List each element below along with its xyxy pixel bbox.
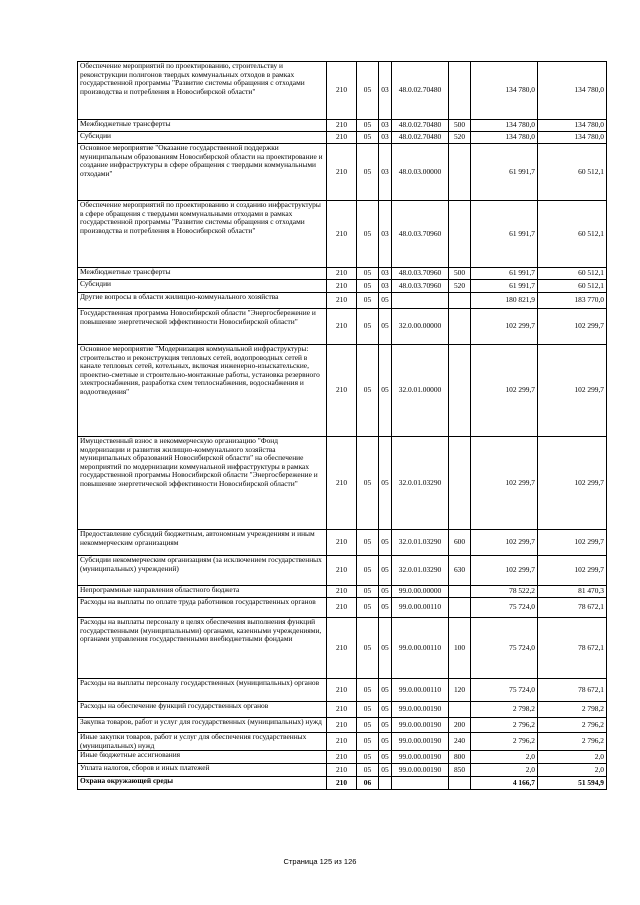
row-amount-year1: 180 821,9 [471,293,538,309]
row-subsection-code: 05 [379,437,392,530]
row-amount-year1: 61 991,7 [471,268,538,280]
table-row [78,309,607,345]
row-subsection-code: 03 [379,268,392,280]
row-subsection-code: 05 [379,309,392,345]
row-subsection-code: 05 [379,345,392,437]
row-section-code: 05 [357,598,379,618]
budget-table [77,61,607,790]
row-target-code: 99.0.00.00000 [392,586,449,598]
row-ministry-code: 210 [327,345,357,437]
row-subsection-code: 03 [379,62,392,120]
row-name: Другие вопросы в области жилищно-коммунального хозяйства [78,293,327,309]
table-row [78,144,607,201]
row-amount-year1: 75 724,0 [471,679,538,702]
row-amount-year1: 61 991,7 [471,201,538,268]
row-amount-year2: 78 672,1 [538,618,607,679]
row-target-code: 99.0.00.00110 [392,598,449,618]
row-name: Межбюджетные трансферты [78,120,327,132]
row-amount-year1: 134 780,0 [471,120,538,132]
row-amount-year1: 2 796,2 [471,733,538,751]
row-subsection-code: 05 [379,293,392,309]
table-body [78,62,607,790]
row-name: Иные бюджетные ассигнования [78,751,327,764]
row-target-code: 32.0.01.00000 [392,345,449,437]
row-expense-type [449,598,471,618]
row-section-code: 05 [357,702,379,718]
row-name: Субсидии [78,132,327,144]
row-target-code: 32.0.00.00000 [392,309,449,345]
row-amount-year2: 2,0 [538,751,607,764]
row-expense-type: 520 [449,132,471,144]
row-subsection-code: 05 [379,718,392,733]
row-amount-year2: 134 780,0 [538,62,607,120]
table-row [78,598,607,618]
row-name: Расходы на обеспечение функций государственных органов [78,702,327,718]
row-target-code: 48.0.02.70480 [392,62,449,120]
row-amount-year1: 2 798,2 [471,702,538,718]
row-amount-year2: 78 672,1 [538,598,607,618]
row-amount-year2: 2 798,2 [538,702,607,718]
table-row [78,268,607,280]
row-amount-year1: 4 166,7 [471,777,538,790]
table-row [78,679,607,702]
row-section-code: 06 [357,777,379,790]
row-target-code: 32.0.01.03290 [392,530,449,556]
row-subsection-code [379,777,392,790]
row-ministry-code: 210 [327,598,357,618]
row-target-code: 48.0.02.70480 [392,132,449,144]
row-target-code: 48.0.03.70960 [392,268,449,280]
row-amount-year2: 102 299,7 [538,437,607,530]
row-ministry-code: 210 [327,132,357,144]
table-row [78,345,607,437]
row-amount-year2: 102 299,7 [538,309,607,345]
row-expense-type: 500 [449,268,471,280]
row-name: Охрана окружающей среды [78,777,327,790]
row-expense-type [449,201,471,268]
row-amount-year2: 2,0 [538,764,607,777]
row-expense-type [449,309,471,345]
table-row [78,530,607,556]
row-amount-year2: 78 672,1 [538,679,607,702]
row-amount-year2: 134 780,0 [538,120,607,132]
row-name: Межбюджетные трансферты [78,268,327,280]
table-row [78,764,607,777]
row-expense-type [449,345,471,437]
row-ministry-code: 210 [327,777,357,790]
row-amount-year2: 134 780,0 [538,132,607,144]
table-row [78,702,607,718]
row-ministry-code: 210 [327,530,357,556]
row-subsection-code: 05 [379,733,392,751]
row-section-code: 05 [357,345,379,437]
row-target-code: 99.0.00.00110 [392,679,449,702]
row-name: Непрограммные направления областного бюджета [78,586,327,598]
row-target-code [392,293,449,309]
row-amount-year2: 60 512,1 [538,268,607,280]
row-amount-year1: 102 299,7 [471,309,538,345]
row-expense-type: 520 [449,280,471,293]
row-amount-year2: 2 796,2 [538,718,607,733]
row-target-code: 32.0.01.03290 [392,437,449,530]
row-target-code: 48.0.03.70960 [392,201,449,268]
row-amount-year1: 2 796,2 [471,718,538,733]
row-section-code: 05 [357,733,379,751]
row-ministry-code: 210 [327,764,357,777]
row-target-code: 99.0.00.00190 [392,751,449,764]
row-section-code: 05 [357,718,379,733]
row-expense-type [449,437,471,530]
row-name: Расходы на выплаты по оплате труда работников государственных органов [78,598,327,618]
row-section-code: 05 [357,679,379,702]
row-subsection-code: 05 [379,586,392,598]
row-section-code: 05 [357,280,379,293]
row-ministry-code: 210 [327,437,357,530]
row-expense-type [449,777,471,790]
row-amount-year2: 81 470,3 [538,586,607,598]
row-expense-type [449,62,471,120]
row-section-code: 05 [357,309,379,345]
row-amount-year1: 2,0 [471,751,538,764]
row-target-code [392,777,449,790]
row-ministry-code: 210 [327,309,357,345]
row-amount-year2: 102 299,7 [538,530,607,556]
row-amount-year1: 75 724,0 [471,618,538,679]
page-number: Страница 125 из 126 [283,857,357,866]
row-ministry-code: 210 [327,556,357,586]
row-amount-year1: 102 299,7 [471,530,538,556]
row-amount-year2: 60 512,1 [538,280,607,293]
row-target-code: 99.0.00.00190 [392,702,449,718]
row-section-code: 05 [357,268,379,280]
row-amount-year1: 2,0 [471,764,538,777]
row-amount-year1: 102 299,7 [471,345,538,437]
row-amount-year1: 134 780,0 [471,62,538,120]
row-section-code: 05 [357,530,379,556]
table-row [78,437,607,530]
row-amount-year1: 75 724,0 [471,598,538,618]
row-subsection-code: 05 [379,556,392,586]
row-amount-year1: 61 991,7 [471,280,538,293]
row-ministry-code: 210 [327,679,357,702]
row-ministry-code: 210 [327,586,357,598]
row-ministry-code: 210 [327,62,357,120]
row-subsection-code: 05 [379,751,392,764]
row-amount-year2: 51 594,9 [538,777,607,790]
row-amount-year1: 134 780,0 [471,132,538,144]
row-expense-type [449,293,471,309]
row-amount-year2: 60 512,1 [538,201,607,268]
row-expense-type: 240 [449,733,471,751]
row-expense-type [449,702,471,718]
row-amount-year2: 2 796,2 [538,733,607,751]
row-ministry-code: 210 [327,751,357,764]
row-amount-year1: 102 299,7 [471,556,538,586]
row-expense-type: 120 [449,679,471,702]
row-ministry-code: 210 [327,120,357,132]
row-amount-year2: 60 512,1 [538,144,607,201]
row-name: Уплата налогов, сборов и иных платежей [78,764,327,777]
row-amount-year1: 102 299,7 [471,437,538,530]
row-expense-type: 850 [449,764,471,777]
row-expense-type: 630 [449,556,471,586]
row-ministry-code: 210 [327,702,357,718]
row-ministry-code: 210 [327,718,357,733]
table-row [78,777,607,790]
row-amount-year2: 102 299,7 [538,556,607,586]
row-name: Обеспечение мероприятий по проектированию, строительству и реконструкции полигонов твердых коммунальных отходов в рамках государственной программы "Развитие системы обращения с отходами производства и потребления в Новосибирской области" [78,62,327,120]
row-name: Закупка товаров, работ и услуг для государственных (муниципальных) нужд [78,718,327,733]
row-name: Расходы на выплаты персоналу государственных (муниципальных) органов [78,679,327,702]
row-name: Расходы на выплаты персоналу в целях обеспечения выполнения функций государственными (муниципальными) органами, казенными учреждениями, органами управления государственными внебюджетными фондами [78,618,327,679]
row-amount-year1: 61 991,7 [471,144,538,201]
row-name: Субсидии [78,280,327,293]
row-subsection-code: 05 [379,618,392,679]
row-subsection-code: 03 [379,201,392,268]
row-section-code: 05 [357,764,379,777]
table-row [78,201,607,268]
row-amount-year2: 102 299,7 [538,345,607,437]
row-section-code: 05 [357,751,379,764]
row-subsection-code: 03 [379,132,392,144]
row-name: Субсидии некоммерческим организациям (за исключением государственных (муниципальных) учреждений) [78,556,327,586]
row-name: Основное мероприятие "Модернизация коммунальной инфраструктуры: строительство и реконструкция тепловых сетей, водопроводных сетей в каналe тепловых сетей, котельных, включая инженерно-изыскательские, проектно-сметные и строительно-монтажные работы, установка резервного электроснабжения, разработка схем теплоснабжения, водоснабжения и водоотведения" [78,345,327,437]
table-row [78,280,607,293]
row-section-code: 05 [357,62,379,120]
row-section-code: 05 [357,586,379,598]
row-subsection-code: 03 [379,120,392,132]
row-expense-type [449,144,471,201]
table-row [78,718,607,733]
table-row [78,293,607,309]
row-target-code: 99.0.00.00190 [392,733,449,751]
row-section-code: 05 [357,556,379,586]
row-ministry-code: 210 [327,293,357,309]
table-row [78,618,607,679]
row-name: Имущественный взнос в некоммерческую организацию "Фонд модернизации и развития жилищно-коммунального хозяйства муниципальных образований Новосибирской области" на обеспечение мероприятий по модернизации коммунальной инфраструктуры в рамках государственной программы Новосибирской области "Энергосбережение и повышение энергетической эффективности Новосибирской области" [78,437,327,530]
row-section-code: 05 [357,201,379,268]
table-row [78,132,607,144]
row-name: Основное мероприятие "Оказание государственной поддержки муниципальным образованиям Новосибирской области на проектирование и создание инфраструктуры в сфере обращения с твердыми коммунальными отходами" [78,144,327,201]
row-section-code: 05 [357,120,379,132]
row-expense-type: 600 [449,530,471,556]
row-target-code: 99.0.00.00110 [392,618,449,679]
table-row [78,120,607,132]
row-expense-type: 800 [449,751,471,764]
table-row [78,556,607,586]
row-subsection-code: 05 [379,598,392,618]
row-section-code: 05 [357,293,379,309]
row-name: Предоставление субсидий бюджетным, автономным учреждениям и иным некоммерческим организациям [78,530,327,556]
row-subsection-code: 05 [379,764,392,777]
row-target-code: 99.0.00.00190 [392,764,449,777]
row-target-code: 48.0.03.70960 [392,280,449,293]
row-target-code: 48.0.03.00000 [392,144,449,201]
row-ministry-code: 210 [327,201,357,268]
row-subsection-code: 05 [379,530,392,556]
row-subsection-code: 05 [379,702,392,718]
row-ministry-code: 210 [327,280,357,293]
row-ministry-code: 210 [327,268,357,280]
row-ministry-code: 210 [327,144,357,201]
row-section-code: 05 [357,132,379,144]
row-target-code: 99.0.00.00190 [392,718,449,733]
table-row [78,62,607,120]
row-expense-type [449,586,471,598]
row-expense-type: 100 [449,618,471,679]
row-target-code: 32.0.01.03290 [392,556,449,586]
row-amount-year1: 78 522,2 [471,586,538,598]
row-subsection-code: 03 [379,144,392,201]
row-section-code: 05 [357,618,379,679]
row-section-code: 05 [357,144,379,201]
row-name: Иные закупки товаров, работ и услуг для обеспечения государственных (муниципальных) нужд [78,733,327,751]
row-name: Обеспечение мероприятий по проектированию и созданию инфраструктуры в сфере обращения с твердыми коммунальными отходами в рамках государственной программы "Развитие системы обращения с отходами производства и потребления в Новосибирской области" [78,201,327,268]
row-subsection-code: 05 [379,679,392,702]
row-expense-type: 500 [449,120,471,132]
row-ministry-code: 210 [327,733,357,751]
table-row [78,733,607,751]
row-target-code: 48.0.02.70480 [392,120,449,132]
row-section-code: 05 [357,437,379,530]
row-name: Государственная программа Новосибирской области "Энергосбережение и повышение энергетической эффективности Новосибирской области" [78,309,327,345]
row-expense-type: 200 [449,718,471,733]
row-ministry-code: 210 [327,618,357,679]
row-amount-year2: 183 770,0 [538,293,607,309]
table-row [78,586,607,598]
row-subsection-code: 03 [379,280,392,293]
table-row [78,751,607,764]
